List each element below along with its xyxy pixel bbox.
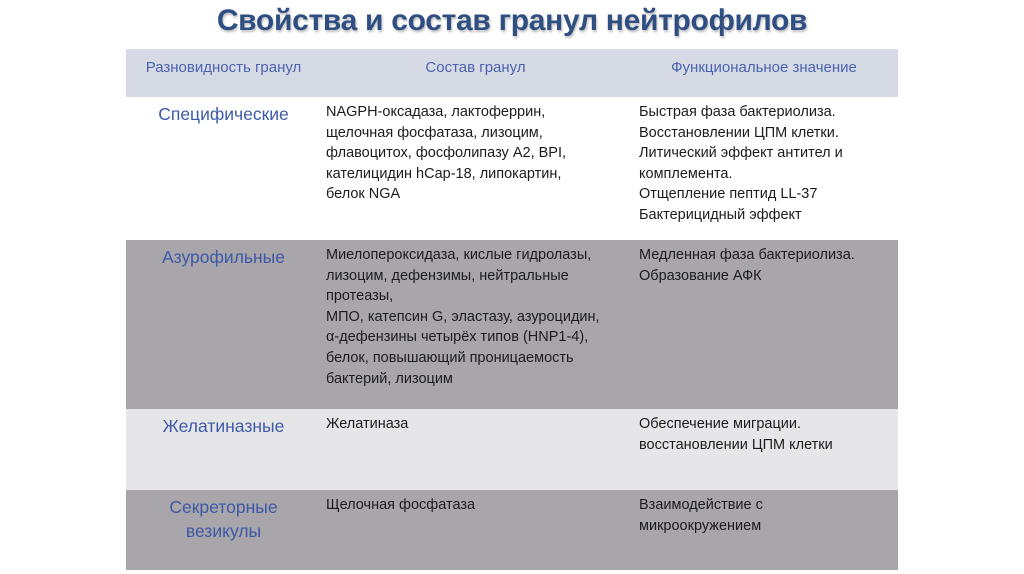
granule-name: Специфические — [126, 97, 321, 240]
function-line: Литический эффект антител и — [639, 145, 843, 162]
composition-line: α-дефензины четырёх типов (HNP1-4), — [326, 329, 589, 346]
function-line: комплемента. — [639, 165, 733, 182]
granule-name: Желатиназные — [126, 409, 321, 490]
granule-function — [630, 240, 898, 409]
composition-line: флавоцитох, фосфолипазу А2, BPI, — [326, 145, 567, 162]
composition-line: белок NGA — [326, 186, 401, 203]
function-line: Восстановлении ЦПМ клетки. — [639, 124, 839, 141]
composition-line: щелочная фосфатаза, лизоцим, — [326, 124, 543, 141]
header-composition: Состав гранул — [321, 49, 630, 97]
function-line: Обеспечение миграции. — [639, 416, 802, 432]
header-function: Функциональное значение — [630, 49, 898, 97]
granule-name: Секреторные везикулы — [126, 490, 321, 570]
function-line: микроокружением — [639, 517, 762, 534]
table-row — [126, 97, 898, 240]
page-title: Свойства и состав гранул нейтрофилов — [216, 4, 808, 37]
table-header-row — [126, 49, 898, 97]
composition-line: бактерий, лизоцим — [326, 370, 453, 387]
granules-table — [126, 49, 898, 570]
composition-line: Щелочная фосфатаза — [326, 497, 476, 513]
composition-line: протеазы, — [326, 288, 394, 305]
function-line: восстановлении ЦПМ клетки — [639, 436, 833, 453]
composition-line: МПО, катепсин G, эластазу, азуроцидин, — [326, 308, 600, 325]
composition-line: кателицидин hCap-18, липокартин, — [326, 165, 562, 182]
composition-line: Миелопероксидаза, кислые гидролазы, — [326, 247, 592, 263]
function-line: Образование АФК — [639, 267, 762, 284]
granule-composition — [321, 97, 630, 240]
granule-composition — [321, 490, 630, 570]
header-granule-type: Разновидность гранул — [126, 49, 321, 97]
composition-line: лизоцим, дефензимы, нейтральные — [326, 267, 569, 284]
granule-function — [630, 409, 898, 490]
function-line: Бактерицидный эффект — [639, 206, 802, 223]
composition-line: NAGPH-оксадаза, лактоферрин, — [326, 104, 546, 120]
composition-line: белок, повышающий проницаемость — [326, 349, 574, 366]
granule-name: Азурофильные — [126, 240, 321, 409]
table-row — [126, 409, 898, 490]
function-line: Медленная фаза бактериолиза. — [639, 247, 855, 263]
function-line: Взаимодействие с — [639, 497, 763, 513]
function-line: Отщепление пептид LL-37 — [639, 186, 818, 203]
table-row — [126, 240, 898, 409]
composition-line: Желатиназа — [326, 416, 409, 432]
granule-composition — [321, 409, 630, 490]
granule-composition — [321, 240, 630, 409]
granule-function — [630, 97, 898, 240]
function-line: Быстрая фаза бактериолиза. — [639, 104, 836, 120]
granule-function — [630, 490, 898, 570]
table-row — [126, 490, 898, 570]
